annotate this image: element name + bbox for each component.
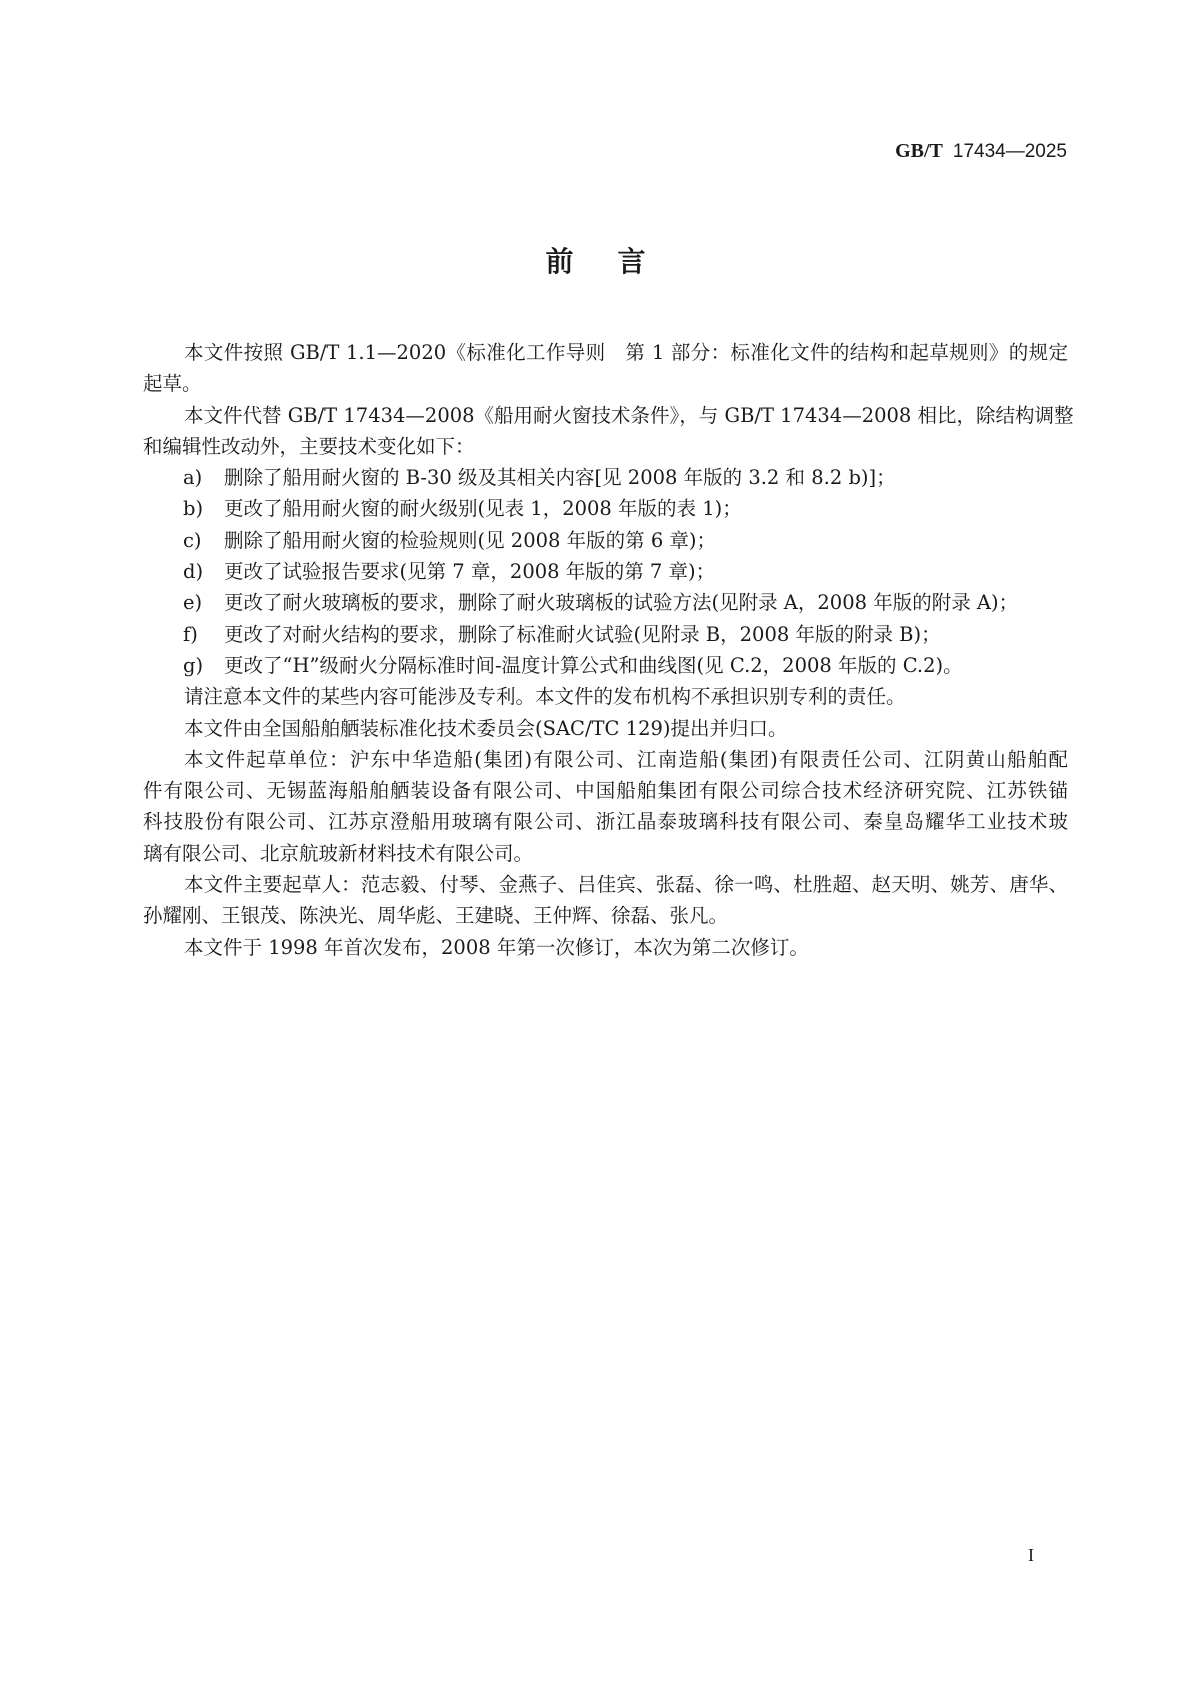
change-item — [143, 556, 1068, 587]
paragraph — [143, 932, 1068, 963]
paragraph — [143, 713, 1068, 744]
change-label: a) — [183, 466, 203, 490]
change-item — [143, 619, 1068, 650]
paragraph-line: 件有限公司、无锡蓝海船舶舾装设备有限公司、中国船舶集团有限公司综合技术经济研究院、江苏铁锚 — [143, 779, 1068, 803]
paragraph — [143, 869, 1068, 932]
standard-prefix: GB/T — [895, 140, 943, 162]
change-text: 更改了耐火玻璃板的要求，删除了耐火玻璃板的试验方法(见附录 A，2008 年版的附录 A)； — [224, 591, 1019, 615]
paragraph-line: 本文件按照 GB/T 1.1—2020《标准化工作导则 第 1 部分：标准化文件的结构和起草规则》的规定 — [184, 341, 1068, 364]
change-item — [143, 525, 1068, 556]
change-text: 更改了“H”级耐火分隔标准时间-温度计算公式和曲线图(见 C.2，2008 年版的 C.2)。 — [224, 653, 963, 677]
paragraph-line: 孙耀刚、王银茂、陈泱光、周华彪、王建晓、王仲辉、徐磊、张凡。 — [143, 904, 729, 928]
standard-code — [895, 140, 1067, 163]
change-item — [143, 462, 1068, 493]
paragraph-line: 起草。 — [143, 372, 202, 396]
paragraphs-after — [143, 681, 1068, 963]
change-label: f) — [183, 622, 198, 646]
change-item — [143, 587, 1068, 618]
paragraph — [143, 337, 1068, 400]
change-text: 删除了船用耐火窗的检验规则(见 2008 年版的第 6 章)； — [224, 528, 717, 552]
paragraph — [143, 400, 1074, 463]
change-label: c) — [183, 528, 202, 552]
paragraph-line: 科技股份有限公司、江苏京澄船用玻璃有限公司、浙江晶泰玻璃科技有限公司、秦皇岛耀华工业技术玻 — [143, 810, 1068, 834]
change-label: b) — [183, 497, 204, 521]
change-text: 更改了船用耐火窗的耐火级别(见表 1，2008 年版的表 1)； — [224, 497, 742, 521]
paragraph — [143, 744, 1068, 869]
paragraph-line: 和编辑性改动外，主要技术变化如下： — [143, 434, 475, 458]
change-text: 删除了船用耐火窗的 B-30 级及其相关内容[见 2008 年版的 3.2 和 8.2 b)]； — [224, 466, 896, 490]
change-text: 更改了试验报告要求(见第 7 章，2008 年版的第 7 章)； — [224, 560, 716, 584]
paragraphs-before — [143, 337, 1074, 462]
page-title: 前言 — [545, 245, 690, 278]
paragraph-line: 请注意本文件的某些内容可能涉及专利。本文件的发布机构不承担识别专利的责任。 — [184, 685, 906, 709]
foreword-body — [143, 337, 1074, 963]
paragraph-line: 本文件由全国船舶舾装标准化技术委员会(SAC/TC 129)提出并归口。 — [184, 716, 788, 740]
paragraph-line: 璃有限公司、北京航玻新材料技术有限公司。 — [143, 841, 534, 865]
change-item — [143, 650, 1068, 681]
change-label: d) — [183, 560, 204, 584]
paragraph-line: 本文件起草单位：沪东中华造船(集团)有限公司、江南造船(集团)有限责任公司、江阴黄山船舶配 — [184, 747, 1068, 771]
change-list — [143, 462, 1068, 681]
change-label: e) — [183, 591, 203, 615]
change-label: g) — [183, 653, 204, 677]
standard-number: 17434—2025 — [952, 141, 1067, 162]
page-number: I — [1028, 1545, 1034, 1565]
paragraph-line: 本文件代替 GB/T 17434—2008《船用耐火窗技术条件》，与 GB/T 17434—2008 相比，除结构调整 — [184, 403, 1074, 427]
paragraph-line: 本文件主要起草人：范志毅、付琴、金燕子、吕佳宾、张磊、徐一鸣、杜胜超、赵天明、姚芳、唐华、 — [184, 873, 1068, 897]
paragraph-line: 本文件于 1998 年首次发布，2008 年第一次修订，本次为第二次修订。 — [184, 935, 809, 959]
change-item — [143, 493, 1068, 524]
change-text: 更改了对耐火结构的要求，删除了标准耐火试验(见附录 B，2008 年版的附录 B)； — [224, 622, 941, 646]
paragraph — [143, 681, 1068, 712]
